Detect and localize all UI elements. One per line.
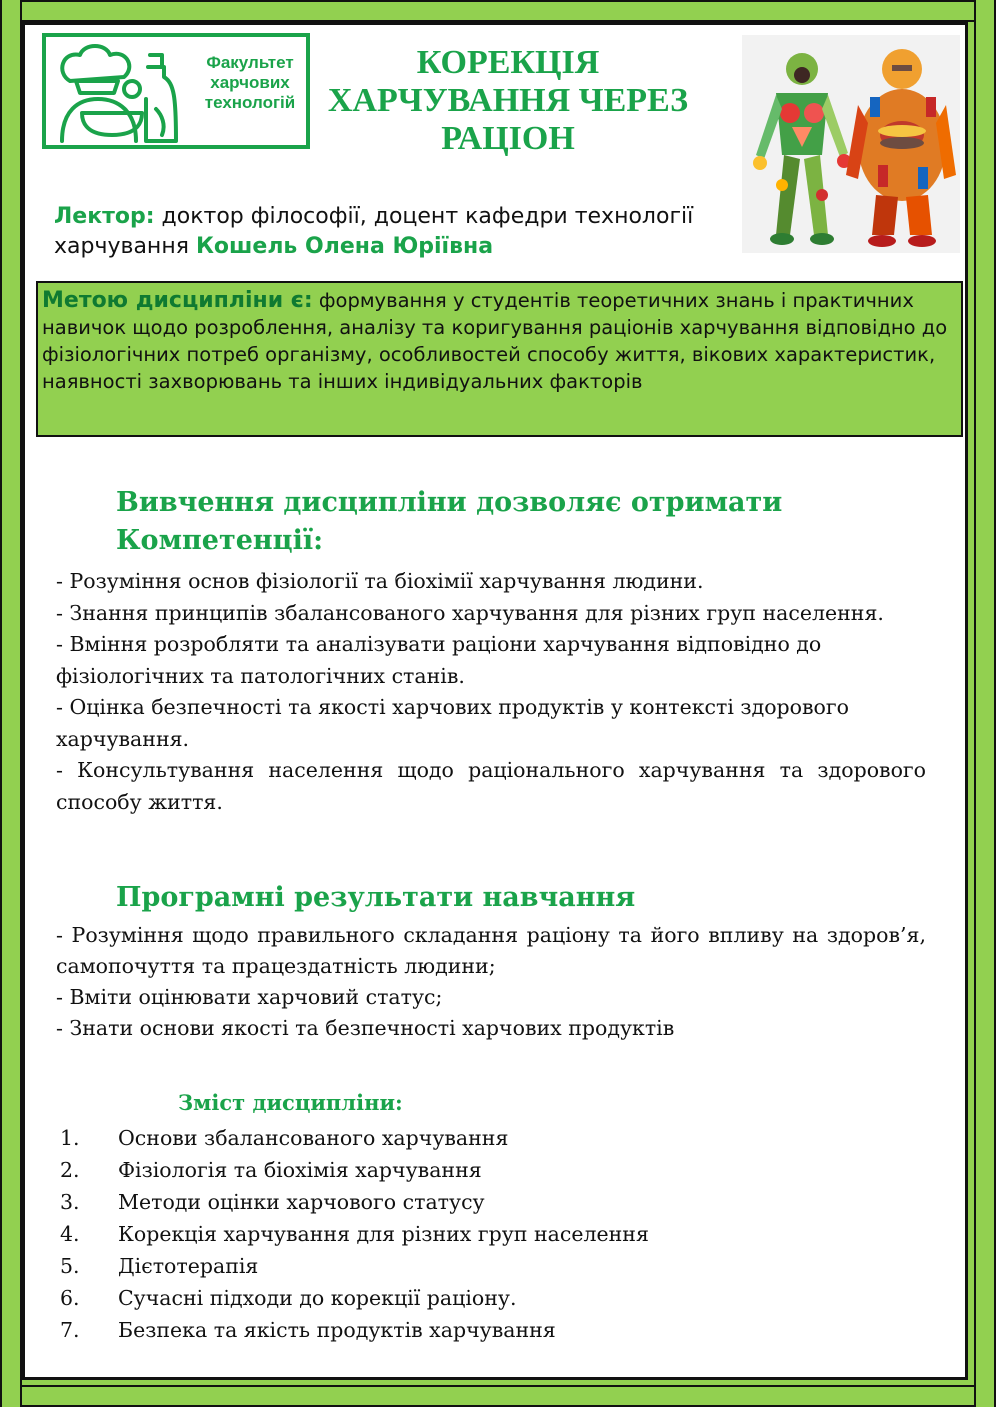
outcome-item: - Знати основи якості та безпечності харчових продуктів <box>56 1016 675 1040</box>
content-item-text: Корекція харчування для різних груп населення <box>118 1222 649 1246</box>
content-item-number: 2. <box>60 1158 80 1182</box>
chef-food-icon <box>52 41 188 145</box>
content-list <box>60 1122 760 1346</box>
content-item-text: Дієтотерапія <box>118 1254 259 1278</box>
goal-label: Метою дисципліни є <box>42 288 304 313</box>
content-item-number: 7. <box>60 1318 80 1342</box>
content-item-text: Фізіологія та біохімія харчування <box>118 1158 482 1182</box>
content-item-text: Методи оцінки харчового статусу <box>118 1190 485 1214</box>
lector-text: доктор філософії, доцент кафедри технології харчування <box>54 204 694 259</box>
outcome-item: - Розуміння щодо правильного складання раціону та його впливу на здоров’я, самопочуття та працездатність людини; <box>56 923 926 978</box>
content-item-number: 6. <box>60 1286 80 1310</box>
course-goal-box <box>36 281 963 437</box>
outcome-item: - Вміти оцінювати харчовий статус; <box>56 985 443 1009</box>
competency-item: - Консультування населення щодо раціонального харчування та здорового способу життя. <box>56 758 926 814</box>
frame-left <box>0 0 22 1407</box>
competency-item: - Оцінка безпечності та якості харчових продуктів у контексті здорового харчування. <box>56 695 849 751</box>
content-item-text: Основи збалансованого харчування <box>118 1126 509 1150</box>
competency-item: - Розуміння основ фізіології та біохімії харчування людини. <box>56 569 704 593</box>
content-item <box>60 1314 760 1346</box>
content-item <box>60 1122 760 1154</box>
content-item <box>60 1282 760 1314</box>
competencies-heading-line2: Компетенції: <box>116 525 324 556</box>
frame-right <box>974 0 996 1407</box>
content-item <box>60 1218 760 1250</box>
frame-top <box>0 0 996 22</box>
healthy-vs-junk-food-figures-illustration <box>742 35 960 253</box>
goal-colon: : <box>303 288 313 313</box>
competencies-heading-line1: Вивчення дисципліни дозволяє отримати <box>116 487 783 518</box>
content-item <box>60 1154 760 1186</box>
competencies-heading <box>116 484 782 560</box>
page-title: КОРЕКЦІЯ ХАРЧУВАННЯ ЧЕРЕЗ РАЦІОН <box>327 44 689 157</box>
content-item-number: 1. <box>60 1126 80 1150</box>
content-item-number: 3. <box>60 1190 80 1214</box>
lector-label: Лектор: <box>54 204 155 229</box>
competencies-list <box>56 566 926 818</box>
content-item-text: Сучасні підходи до корекції раціону. <box>118 1286 517 1310</box>
lector-info <box>54 202 734 262</box>
content-item <box>60 1186 760 1218</box>
faculty-name: Факультет харчових технологій <box>204 53 296 112</box>
content-heading: Зміст дисципліни: <box>178 1090 403 1115</box>
outcomes-list <box>56 920 926 1044</box>
competency-item: - Вміння розробляти та аналізувати раціони харчування відповідно до фізіологічних та патологічних станів. <box>56 632 822 688</box>
content-item-number: 4. <box>60 1222 80 1246</box>
content-item-text: Безпека та якість продуктів харчування <box>118 1318 556 1342</box>
lector-name: Кошель Олена Юріївна <box>195 234 494 259</box>
faculty-logo <box>42 33 310 149</box>
outcomes-heading: Програмні результати навчання <box>116 882 636 913</box>
content-item <box>60 1250 760 1282</box>
competency-item: - Знання принципів збалансованого харчування для різних груп населення. <box>56 600 884 625</box>
content-item-number: 5. <box>60 1254 80 1278</box>
frame-bottom <box>0 1385 996 1407</box>
goal-text: формування у студентів теоретичних знань і практичних навичок щодо розроблення, аналізу та коригування раціонів харчування відповідно до фізіологічних потреб організму, особливостей способу життя, вікових характеристик, наявності захворювань та інших індивідуальних факторів <box>42 289 948 393</box>
